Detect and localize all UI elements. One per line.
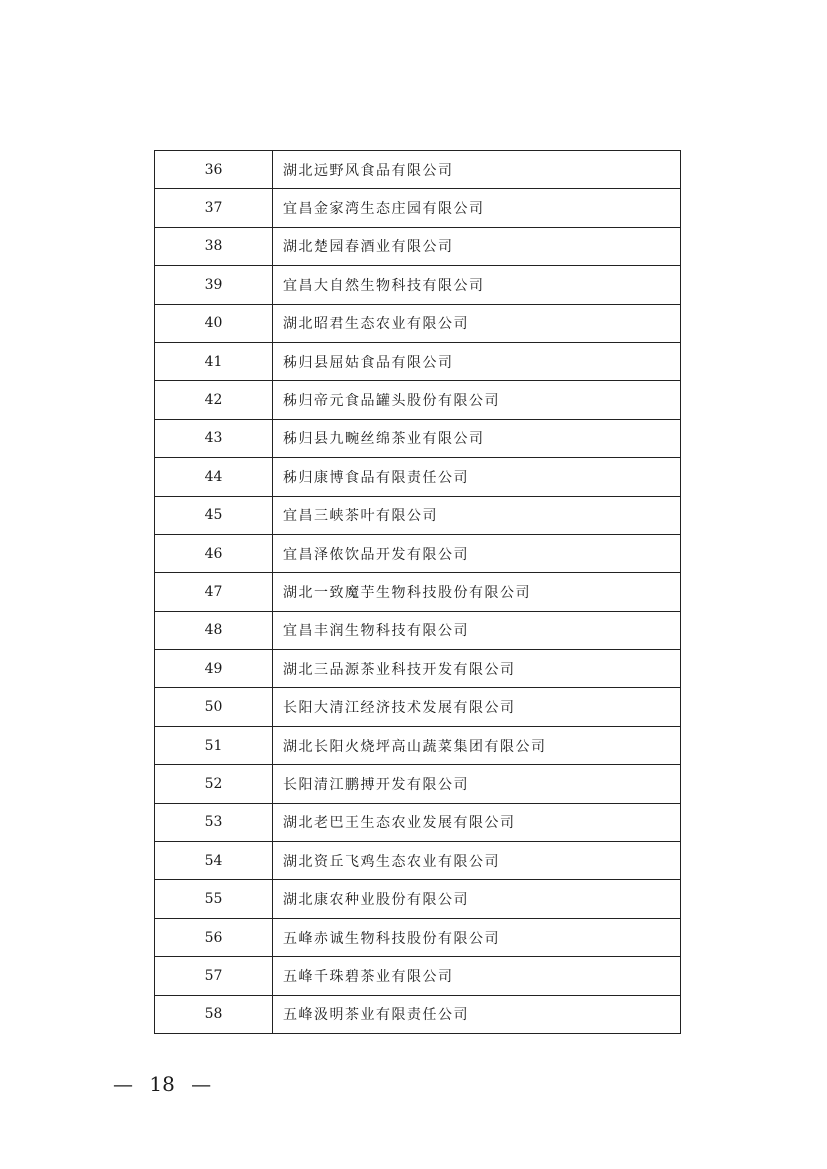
company-name-cell: 秭归县屈姑食品有限公司 [273,342,681,380]
table-row [155,842,681,880]
company-name-cell: 湖北楚园春酒业有限公司 [273,227,681,265]
table-row [155,342,681,380]
company-name-cell: 湖北昭君生态农业有限公司 [273,304,681,342]
table-row [155,458,681,496]
table-row [155,918,681,956]
table-row [155,650,681,688]
company-name-cell: 湖北远野风食品有限公司 [273,151,681,189]
company-name-cell: 湖北三品源茶业科技开发有限公司 [273,650,681,688]
company-name-cell: 秭归县九畹丝绵茶业有限公司 [273,419,681,457]
company-name-cell: 湖北康农种业股份有限公司 [273,880,681,918]
row-number-cell: 41 [155,342,273,380]
company-name-cell: 长阳大清江经济技术发展有限公司 [273,688,681,726]
company-name-cell: 五峰汲明茶业有限责任公司 [273,995,681,1033]
company-name-cell: 长阳清江鹏搏开发有限公司 [273,765,681,803]
row-number-cell: 58 [155,995,273,1033]
footer-dash-left: — [113,1072,133,1096]
table-row [155,304,681,342]
company-name-cell: 宜昌丰润生物科技有限公司 [273,611,681,649]
table-row [155,227,681,265]
table-row [155,611,681,649]
table-row [155,880,681,918]
row-number-cell: 54 [155,842,273,880]
company-name-cell: 宜昌三峡茶叶有限公司 [273,496,681,534]
row-number-cell: 44 [155,458,273,496]
company-name-cell: 五峰赤诚生物科技股份有限公司 [273,918,681,956]
company-name-cell: 宜昌泽侬饮品开发有限公司 [273,534,681,572]
row-number-cell: 37 [155,189,273,227]
table-row [155,803,681,841]
table-row [155,534,681,572]
table-row [155,381,681,419]
page-footer [113,1072,211,1096]
company-list-body [155,151,681,1034]
row-number-cell: 53 [155,803,273,841]
row-number-cell: 48 [155,611,273,649]
row-number-cell: 57 [155,957,273,995]
row-number-cell: 50 [155,688,273,726]
table-row [155,726,681,764]
row-number-cell: 49 [155,650,273,688]
table-row [155,419,681,457]
table-row [155,496,681,534]
page-number: 18 [149,1072,175,1096]
table-row [155,573,681,611]
row-number-cell: 40 [155,304,273,342]
company-name-cell: 秭归康博食品有限责任公司 [273,458,681,496]
company-name-cell: 秭归帝元食品罐头股份有限公司 [273,381,681,419]
row-number-cell: 47 [155,573,273,611]
table-row [155,957,681,995]
company-name-cell: 五峰千珠碧茶业有限公司 [273,957,681,995]
table-row [155,189,681,227]
row-number-cell: 52 [155,765,273,803]
table-row [155,995,681,1033]
footer-dash-right: — [191,1072,212,1096]
table-row [155,151,681,189]
row-number-cell: 42 [155,381,273,419]
company-name-cell: 湖北长阳火烧坪高山蔬菜集团有限公司 [273,726,681,764]
row-number-cell: 39 [155,266,273,304]
row-number-cell: 45 [155,496,273,534]
company-name-cell: 宜昌金家湾生态庄园有限公司 [273,189,681,227]
company-name-cell: 湖北资丘飞鸡生态农业有限公司 [273,842,681,880]
table-row [155,688,681,726]
company-name-cell: 宜昌大自然生物科技有限公司 [273,266,681,304]
row-number-cell: 55 [155,880,273,918]
row-number-cell: 36 [155,151,273,189]
row-number-cell: 51 [155,726,273,764]
row-number-cell: 46 [155,534,273,572]
row-number-cell: 38 [155,227,273,265]
company-list-table [154,150,681,1034]
row-number-cell: 43 [155,419,273,457]
company-name-cell: 湖北一致魔芋生物科技股份有限公司 [273,573,681,611]
row-number-cell: 56 [155,918,273,956]
company-name-cell: 湖北老巴王生态农业发展有限公司 [273,803,681,841]
table-row [155,765,681,803]
table-row [155,266,681,304]
